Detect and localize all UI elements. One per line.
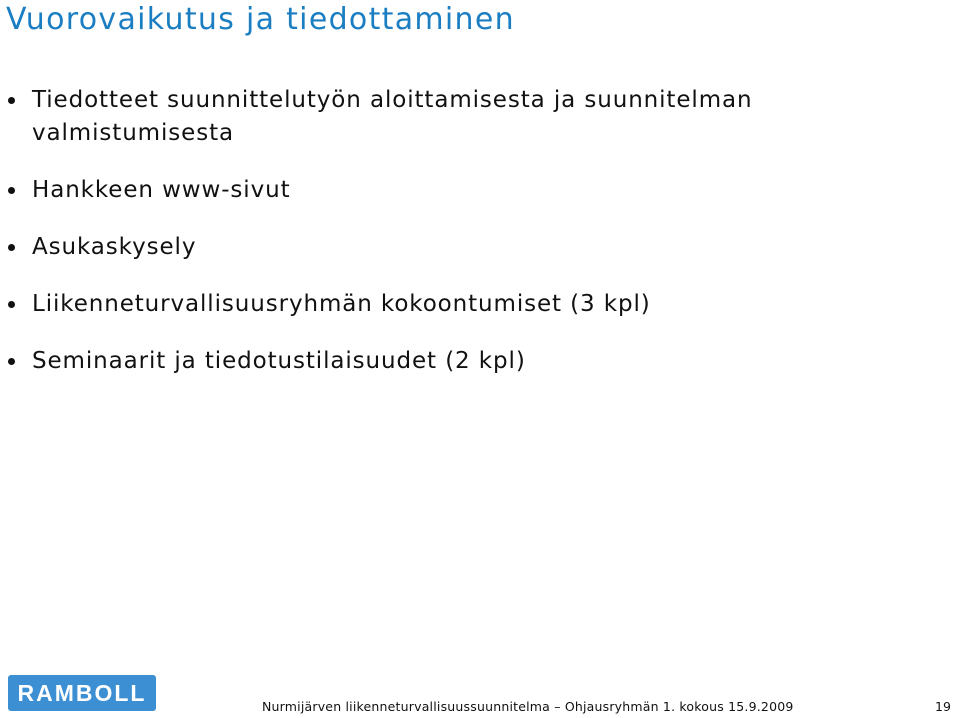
footer-text: Nurmijärven liikenneturvallisuussuunnitelma – Ohjausryhmän 1. kokous 15.9.2009 bbox=[262, 699, 794, 714]
bullet-text: Asukaskysely bbox=[32, 234, 197, 260]
bullet-dot-icon bbox=[8, 244, 15, 251]
slide-title: Vuorovaikutus ja tiedottaminen bbox=[6, 2, 515, 37]
bullet-text: Hankkeen www-sivut bbox=[32, 177, 291, 203]
bullet-list bbox=[8, 84, 908, 402]
bullet-item bbox=[8, 345, 908, 378]
bullet-item bbox=[8, 231, 908, 264]
ramboll-logo bbox=[8, 675, 156, 711]
bullet-dot-icon bbox=[8, 97, 15, 104]
bullet-item bbox=[8, 84, 908, 150]
ramboll-logo-icon bbox=[8, 675, 156, 711]
logo-text: RAMBOLL bbox=[17, 680, 147, 706]
bullet-item bbox=[8, 288, 908, 321]
bullet-dot-icon bbox=[8, 187, 15, 194]
bullet-dot-icon bbox=[8, 301, 15, 308]
page-number: 19 bbox=[935, 699, 951, 714]
bullet-text: Liikenneturvallisuusryhmän kokoontumiset (3 kpl) bbox=[32, 291, 651, 317]
bullet-text: Tiedotteet suunnittelutyön aloittamisesta ja suunnitelman valmistumisesta bbox=[32, 87, 753, 146]
bullet-text: Seminaarit ja tiedotustilaisuudet (2 kpl) bbox=[32, 348, 526, 374]
bullet-dot-icon bbox=[8, 358, 15, 365]
bullet-item bbox=[8, 174, 908, 207]
